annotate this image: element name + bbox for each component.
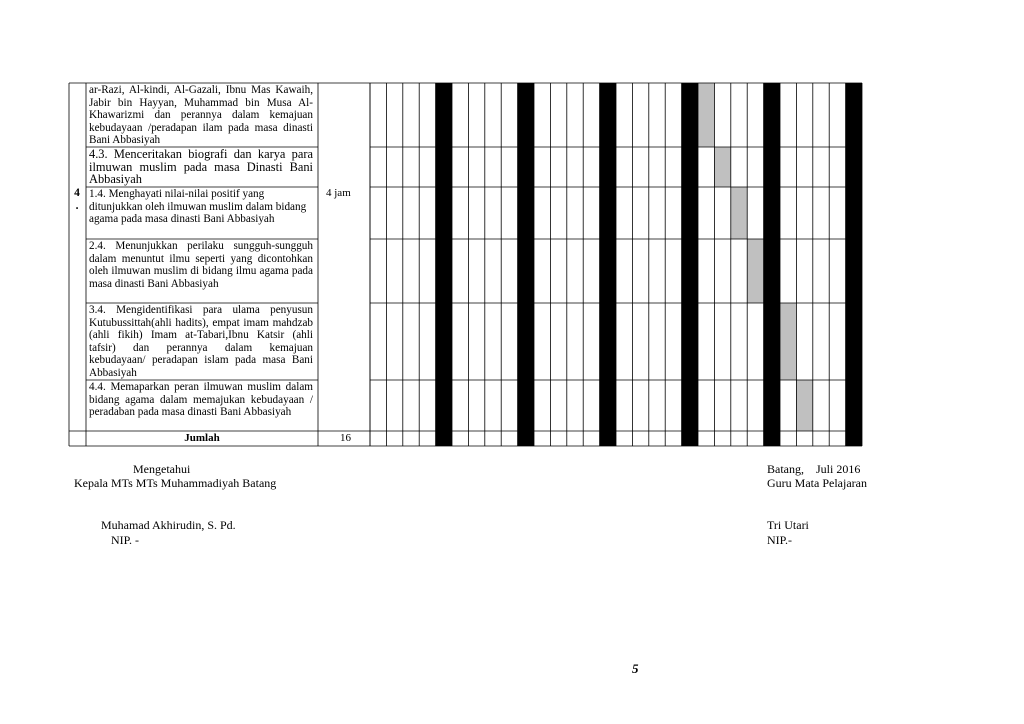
row-text-6: 4.4. Memaparkan peran ilmuwan muslim dalam bidang agama dalam memajukan kebudayaan / peradaban pada masa dinasti Bani Abbasiyah bbox=[89, 381, 313, 419]
left-sign-name: Muhamad Akhirudin, S. Pd. bbox=[101, 518, 236, 532]
gray-cell bbox=[714, 147, 730, 187]
black-column bbox=[764, 83, 780, 446]
black-column bbox=[518, 83, 534, 446]
left-sign-role: Kepala MTs MTs Muhammadiyah Batang bbox=[74, 476, 277, 490]
gray-cell bbox=[796, 380, 812, 431]
gray-cell bbox=[731, 187, 747, 239]
black-column bbox=[846, 83, 862, 446]
right-sign-date: Batang, Juli 2016 bbox=[767, 462, 861, 476]
row-text-1: ar-Razi, Al-kindi, Al-Gazali, Ibnu Mas Kawaih, Jabir bin Hayyan, Muhammad bin Musa Al-Khawarizmi dan perannya dalam kemajuan kebudayaan /peradapan ilam pada masa dinasti Bani Abbasiyah bbox=[89, 84, 313, 146]
competency-number bbox=[69, 187, 85, 213]
competency-number-digit: 4 bbox=[74, 187, 80, 199]
black-column bbox=[682, 83, 698, 446]
total-label: Jumlah bbox=[184, 432, 220, 444]
gray-cell bbox=[747, 239, 763, 303]
row-text-4: 2.4. Menunjukkan perilaku sungguh-sungguh dalam menuntut ilmu seperti yang dicontohkan oleh ilmuwan muslim di bidang ilmu agama pada masa dinasti Bani Abbasiyah bbox=[89, 240, 313, 290]
left-sign-nip: NIP. - bbox=[111, 533, 140, 547]
time-allocation: 4 jam bbox=[326, 187, 351, 199]
page-number: 5 bbox=[632, 661, 639, 676]
total-value: 16 bbox=[340, 432, 351, 444]
left-sign-title: Mengetahui bbox=[133, 462, 191, 476]
right-sign-role: Guru Mata Pelajaran bbox=[767, 476, 867, 490]
right-sign-nip: NIP.- bbox=[767, 533, 793, 547]
row-text-2: 4.3. Menceritakan biografi dan karya para ilmuwan muslim pada masa Dinasti Bani Abbasiyah bbox=[89, 148, 313, 186]
black-column bbox=[436, 83, 452, 446]
competency-number-dot: . bbox=[75, 200, 79, 212]
row-text-3: 1.4. Menghayati nilai-nilai positif yang ditunjukkan oleh ilmuwan muslim dalam bidang agama pada masa dinasti Bani Abbasiyah bbox=[89, 188, 307, 226]
row-text-5: 3.4. Mengidentifikasi para ulama penyusun Kutubussittah(ahli hadits), empat imam mahdzab (ahli fikih) Imam at-Tabari,Ibnu Katsir (ahli tafsir) dan perannya dalam kemajuan kebudayaan/ peradapan islam pada masa Bani Abbasiyah bbox=[89, 304, 313, 379]
black-column bbox=[600, 83, 616, 446]
gray-cell bbox=[698, 83, 714, 147]
gray-cell bbox=[780, 303, 796, 380]
right-sign-name: Tri Utari bbox=[767, 518, 809, 532]
